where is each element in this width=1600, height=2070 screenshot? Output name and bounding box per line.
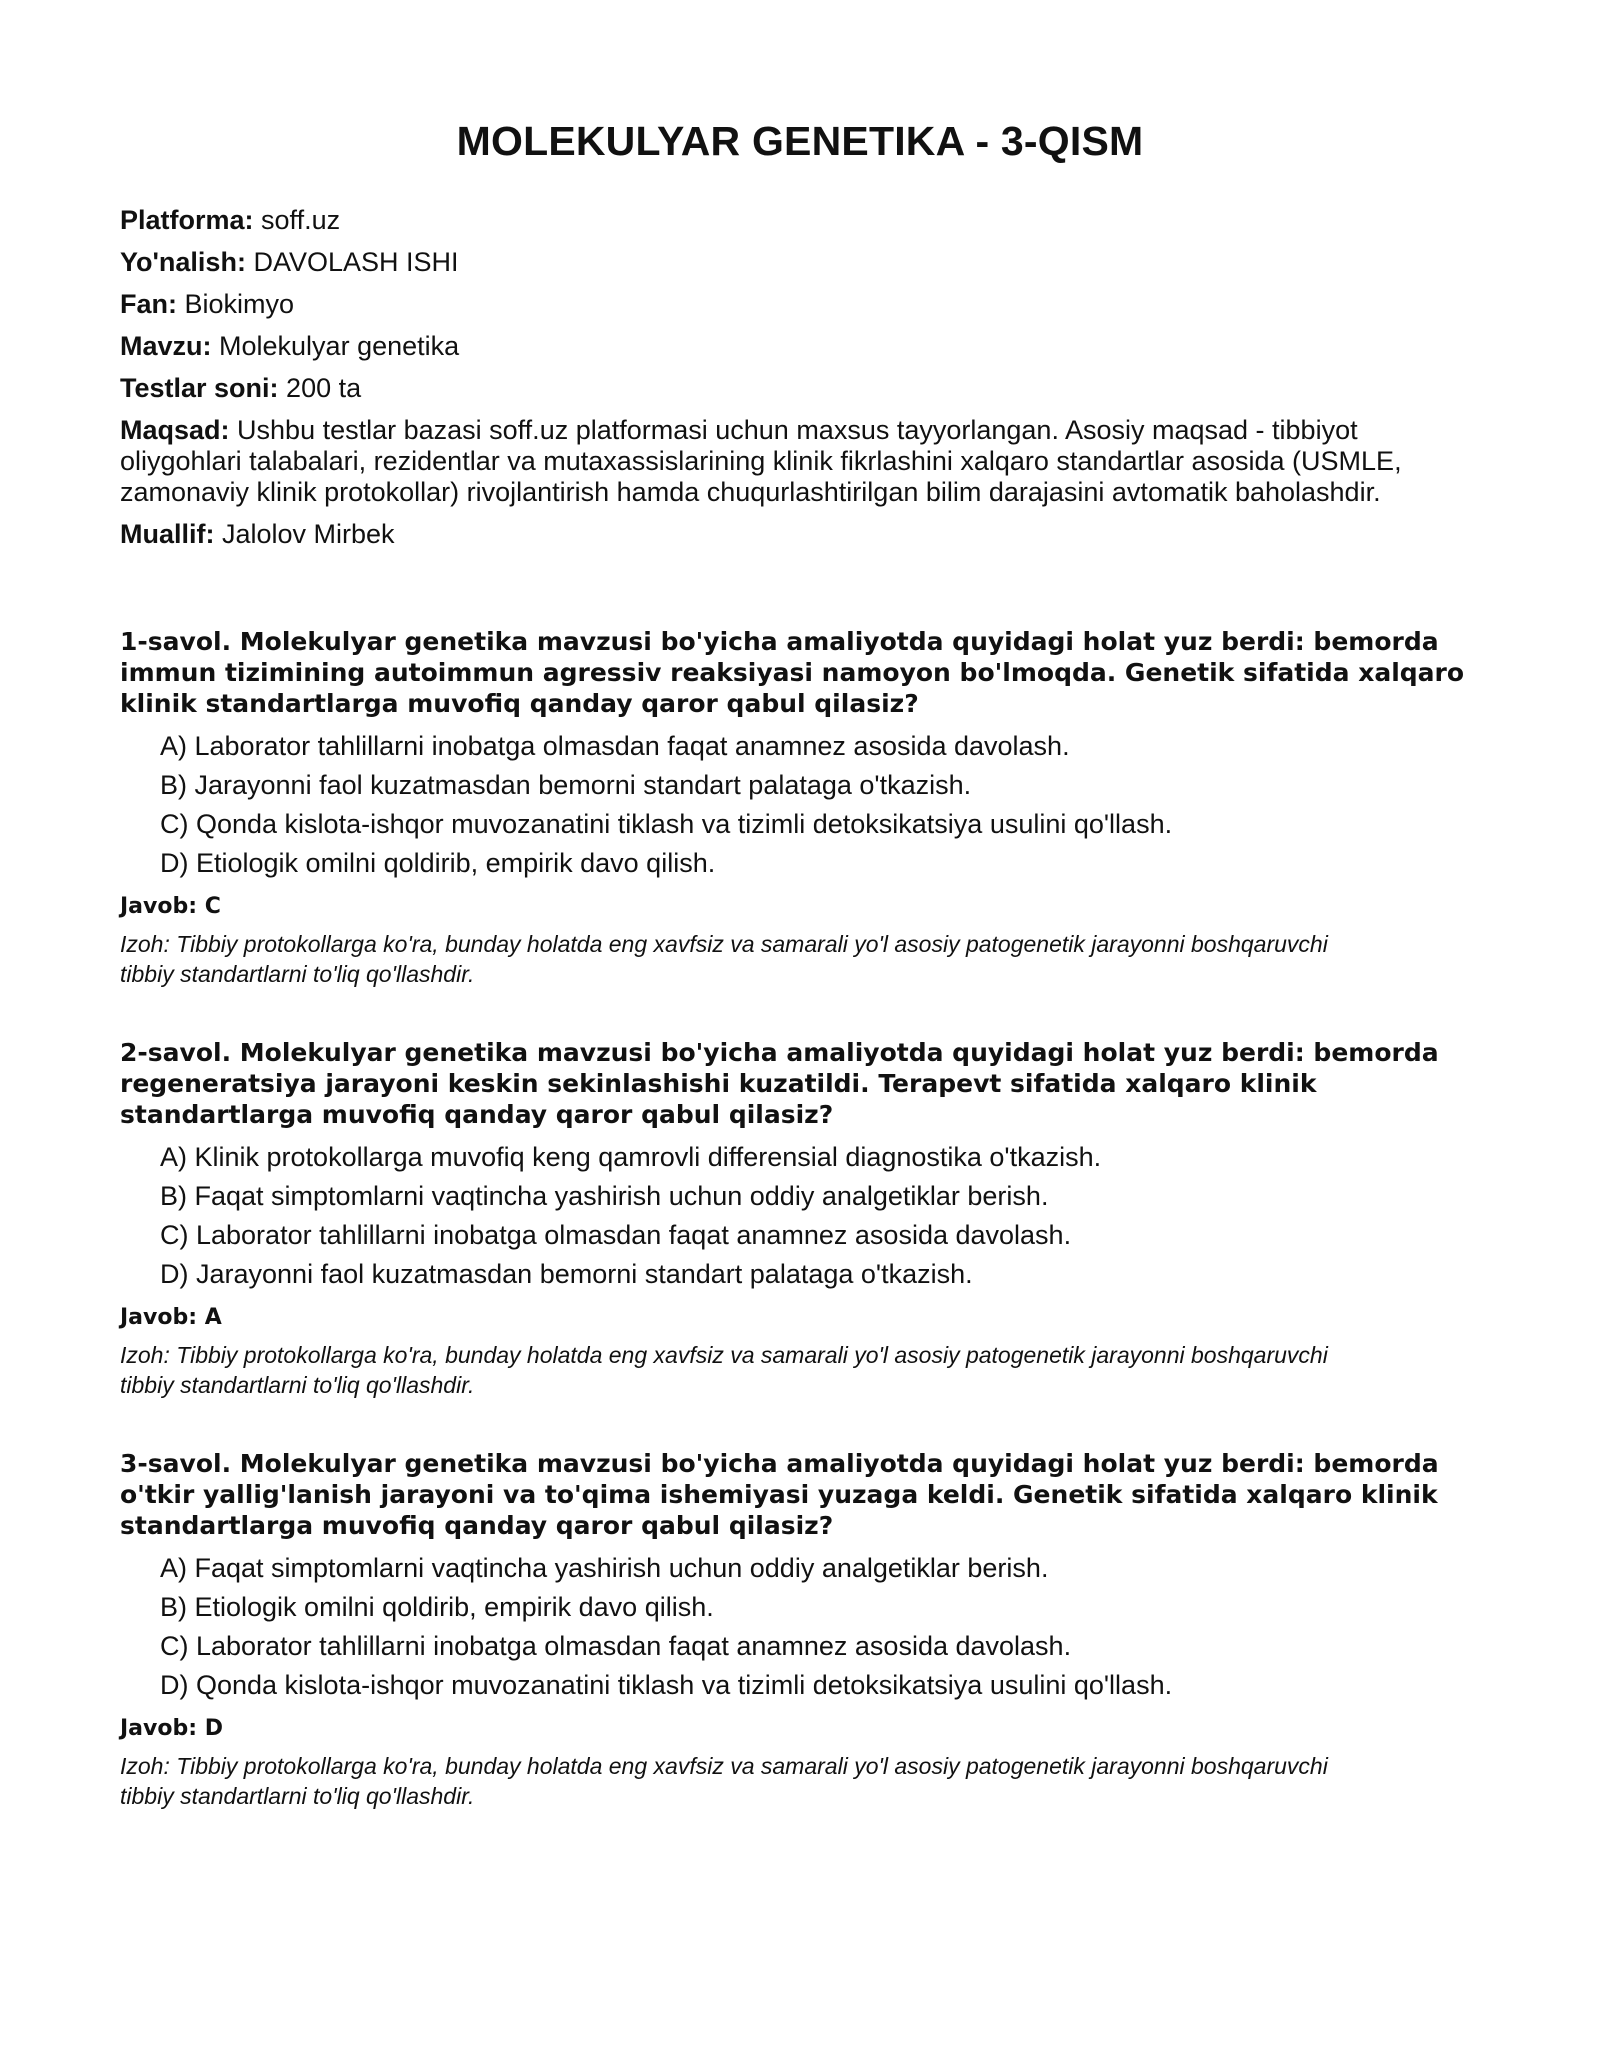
meta-value: DAVOLASH ISHI xyxy=(245,247,459,278)
answer-explanation: Izoh: Tibbiy protokollarga ko'ra, bunday holatda eng xavfsiz va samarali yo'l asosiy patogenetik jarayonni boshqaruvchi tibbiy standartlarni to'liq qo'llashdir. xyxy=(120,1342,1328,1399)
answer-option-c: C) Laborator tahlillarni inobatga olmasdan faqat anamnez asosida davolash. xyxy=(160,1220,1072,1251)
answer-explanation: Izoh: Tibbiy protokollarga ko'ra, bunday holatda eng xavfsiz va samarali yo'l asosiy patogenetik jarayonni boshqaruvchi tibbiy standartlarni to'liq qo'llashdir. xyxy=(120,931,1328,988)
answer-option-b: B) Etiologik omilni qoldirib, empirik davo qilish. xyxy=(160,1592,714,1623)
meta-platform xyxy=(120,205,1480,236)
meta-label: Maqsad: xyxy=(120,415,230,446)
correct-answer: Javob: C xyxy=(120,894,221,920)
questions-list xyxy=(120,626,1480,1811)
answer-option-b: B) Jarayonni faol kuzatmasdan bemorni standart palataga o'tkazish. xyxy=(160,770,972,801)
meta-test-count xyxy=(120,373,1480,404)
answer-option-d: D) Jarayonni faol kuzatmasdan bemorni standart palataga o'tkazish. xyxy=(160,1259,973,1290)
answer-option-c: C) Qonda kislota-ishqor muvozanatini tiklash va tizimli detoksikatsiya usulini qo'llash. xyxy=(160,809,1173,840)
answer-option-a: A) Klinik protokollarga muvofiq keng qamrovli differensial diagnostika o'tkazish. xyxy=(160,1142,1102,1173)
answer-option-a: A) Laborator tahlillarni inobatga olmasdan faqat anamnez asosida davolash. xyxy=(160,731,1070,762)
meta-topic xyxy=(120,331,1480,362)
meta-purpose xyxy=(120,415,1480,508)
question-1 xyxy=(120,626,1480,989)
meta-direction xyxy=(120,247,1480,278)
question-text: 1-savol. Molekulyar genetika mavzusi bo'yicha amaliyotda quyidagi holat yuz berdi: bemorda immun tizimining autoimmun agressiv reaksiyasi namoyon bo'lmoqda. Genetik sifatida xalqaro klinik standartlarga muvofiq qanday qaror qabul qilasiz? xyxy=(120,627,1465,719)
meta-label: Muallif: xyxy=(120,519,215,550)
question-text: 3-savol. Molekulyar genetika mavzusi bo'yicha amaliyotda quyidagi holat yuz berdi: bemorda o'tkir yallig'lanish jarayoni va to'qima ishemiyasi yuzaga keldi. Genetik sifatida xalqaro klinik standartlarga muvofiq qanday qaror qabul qilasiz? xyxy=(120,1449,1439,1541)
answer-option-b: B) Faqat simptomlarni vaqtincha yashirish uchun oddiy analgetiklar berish. xyxy=(160,1181,1049,1212)
meta-subject xyxy=(120,289,1480,320)
answer-option-c: C) Laborator tahlillarni inobatga olmasdan faqat anamnez asosida davolash. xyxy=(160,1631,1072,1662)
meta-value: Ushbu testlar bazasi soff.uz platformasi uchun maxsus tayyorlangan. Asosiy maqsad - tibbiyot oliygohlari talabalari, rezidentlar va mutaxassislarining klinik fikrlashini xalqaro standartlar asosida (USMLE, zamonaviy klinik protokollar) rivojlantirish hamda chuqurlashtirilgan bilim darajasini avtomatik baholashdir. xyxy=(120,415,1402,508)
question-3 xyxy=(120,1448,1480,1811)
meta-label: Platforma: xyxy=(120,205,254,236)
meta-label: Fan: xyxy=(120,289,177,320)
question-text: 2-savol. Molekulyar genetika mavzusi bo'yicha amaliyotda quyidagi holat yuz berdi: bemorda regeneratsiya jarayoni keskin sekinlashishi kuzatildi. Terapevt sifatida xalqaro klinik standartlarga muvofiq qanday qaror qabul qilasiz? xyxy=(120,1038,1439,1130)
meta-value: soff.uz xyxy=(253,205,341,236)
correct-answer: Javob: A xyxy=(120,1305,222,1331)
meta-label: Mavzu: xyxy=(120,331,212,362)
answer-option-a: A) Faqat simptomlarni vaqtincha yashirish uchun oddiy analgetiklar berish. xyxy=(160,1553,1049,1584)
correct-answer: Javob: D xyxy=(120,1716,223,1742)
meta-author xyxy=(120,519,1480,550)
answer-option-d: D) Etiologik omilni qoldirib, empirik davo qilish. xyxy=(160,848,716,879)
meta-value: Molekulyar genetika xyxy=(211,331,460,362)
document-title: MOLEKULYAR GENETIKA - 3-QISM xyxy=(456,118,1144,164)
answer-option-d: D) Qonda kislota-ishqor muvozanatini tiklash va tizimli detoksikatsiya usulini qo'llash. xyxy=(160,1670,1173,1701)
meta-label: Yo'nalish: xyxy=(120,247,246,278)
meta-value: Jalolov Mirbek xyxy=(214,519,395,550)
question-2 xyxy=(120,1037,1480,1400)
meta-value: Biokimyo xyxy=(177,289,295,320)
answer-explanation: Izoh: Tibbiy protokollarga ko'ra, bunday holatda eng xavfsiz va samarali yo'l asosiy patogenetik jarayonni boshqaruvchi tibbiy standartlarni to'liq qo'llashdir. xyxy=(120,1753,1328,1810)
document-metadata xyxy=(120,205,1480,550)
document-page xyxy=(120,118,1480,1859)
meta-label: Testlar soni: xyxy=(120,373,279,404)
meta-value: 200 ta xyxy=(278,373,362,404)
